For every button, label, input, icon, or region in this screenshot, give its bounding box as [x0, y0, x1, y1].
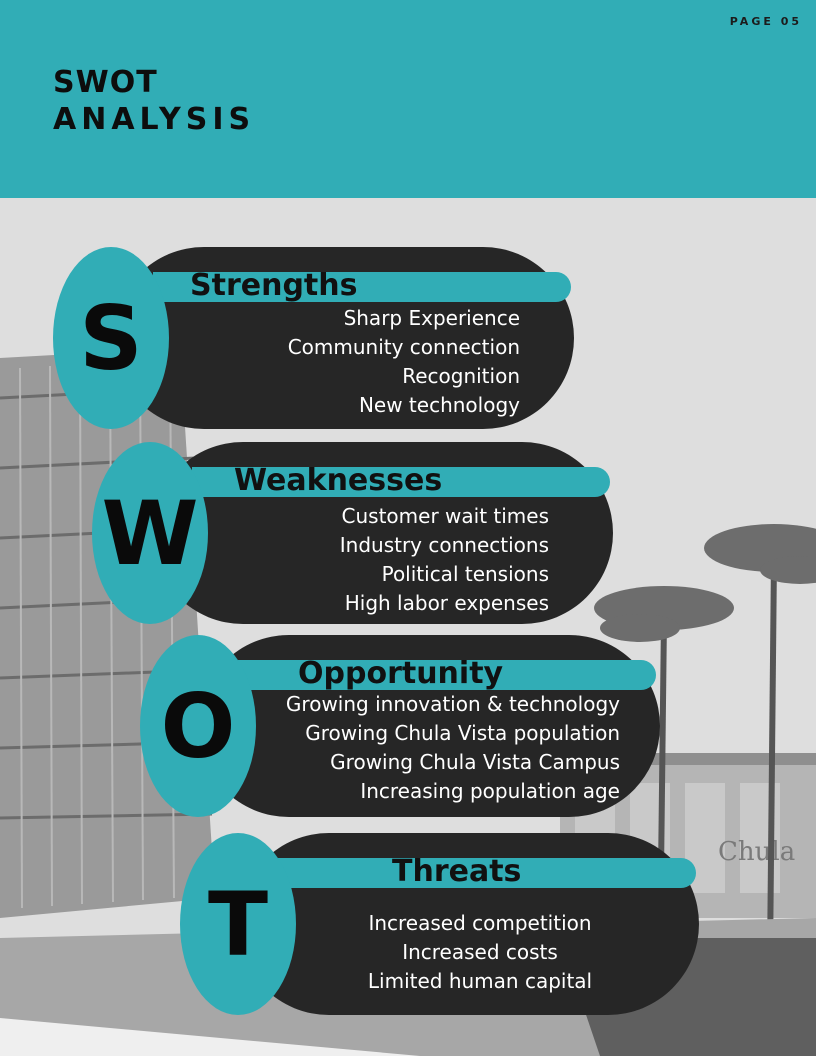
list-item: New technology — [358, 393, 520, 417]
page-number: PAGE 05 — [729, 15, 802, 28]
list-item: Increasing population age — [360, 779, 620, 803]
swot-heading-weaknesses: Weaknesses — [234, 463, 443, 498]
list-item: Customer wait times — [341, 504, 549, 528]
swot-list-opportunity — [286, 690, 620, 806]
page-title — [53, 64, 255, 138]
building-sign: Chula — [718, 837, 796, 867]
swot-heading-threats: Threats — [392, 854, 522, 889]
swot-heading-strengths: Strengths — [190, 268, 358, 303]
list-item: Recognition — [402, 364, 520, 388]
swot-list-threats — [336, 909, 624, 996]
swot-card-threats — [238, 833, 699, 1015]
list-item: Increased costs — [402, 940, 558, 964]
list-item: Limited human capital — [367, 969, 593, 993]
list-item: High labor expenses — [344, 591, 549, 615]
swot-heading-opportunity: Opportunity — [298, 656, 504, 691]
list-item: Growing Chula Vista Campus — [330, 750, 620, 774]
swot-letter-t: T — [180, 833, 296, 1015]
list-item: Growing Chula Vista population — [305, 721, 620, 745]
swot-list-strengths — [288, 304, 520, 420]
swot-card-strengths — [113, 247, 574, 429]
swot-card-opportunity — [198, 635, 660, 817]
list-item: Growing innovation & technology — [285, 692, 620, 716]
list-item: Political tensions — [381, 562, 549, 586]
list-item: Sharp Experience — [343, 306, 520, 330]
swot-card-weaknesses — [152, 442, 613, 624]
swot-letter-w: W — [92, 442, 208, 624]
list-item: Community connection — [287, 335, 520, 359]
swot-letter-o: O — [140, 635, 256, 817]
swot-letter-s: S — [53, 247, 169, 429]
title-line-1: SWOT — [53, 65, 158, 100]
swot-list-weaknesses — [340, 502, 549, 618]
title-line-2: ANALYSIS — [53, 102, 256, 137]
list-item: Increased competition — [368, 911, 592, 935]
list-item: Industry connections — [339, 533, 549, 557]
header-banner — [0, 0, 816, 198]
